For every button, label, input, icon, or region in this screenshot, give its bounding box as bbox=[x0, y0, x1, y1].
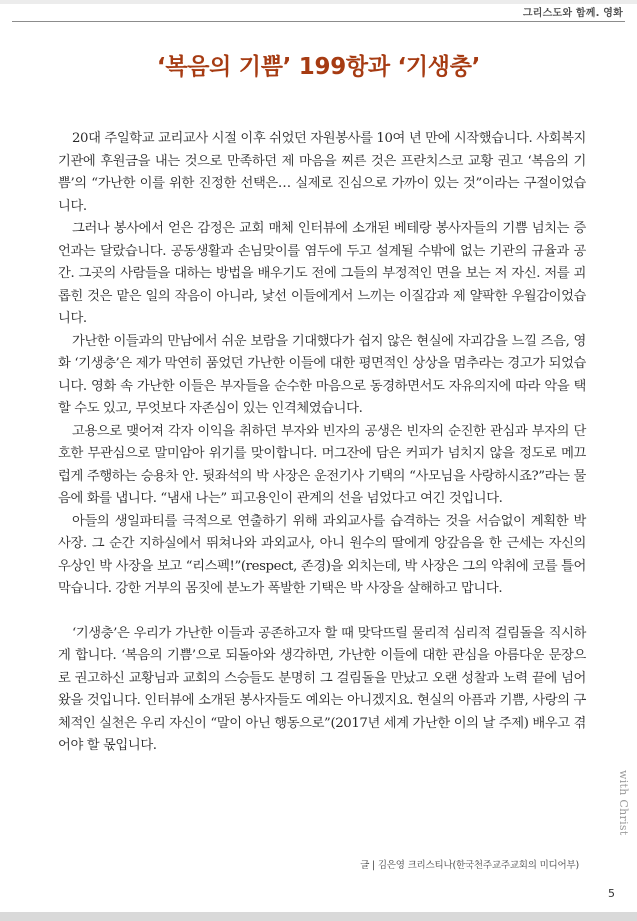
section-header-label: 그리스도와 함께. 영화 bbox=[522, 8, 623, 19]
author-byline: 글 | 김은영 크리스티나(한국천주교주교회의 미디어부) bbox=[360, 860, 579, 871]
paragraph: 가난한 이들과의 만남에서 쉬운 보람을 기대했다가 쉽지 않은 현실에 자괴감을 느낄 즈음, 영화 ‘기생충’은 제가 막연히 품었던 가난한 이들에 대한 평면적인 상상을 멈추라는 경고가 되었습니다. 영화 속 가난한 이들은 부자들을 순수한 마음으로 동경하면서도 자유의지에 따라 악을 택할 수도 있고, 무엇보다 자존심이 있는 인격체였습니다. bbox=[58, 333, 586, 416]
page-number: 5 bbox=[608, 887, 615, 900]
paragraph: 그러나 봉사에서 얻은 감정은 교회 매체 인터뷰에 소개된 베테랑 봉사자들의 기쁨 넘치는 증언과는 달랐습니다. 공동생활과 손님맞이를 염두에 두고 설계될 수밖에 없는 기관의 규율과 공간. 그곳의 사람들을 대하는 방법을 배우기도 전에 그들의 부정적인 면을 보는 저 자신. 저를 괴롭힌 것은 맡은 일의 작음이 아니라, 낯선 이들에게서 느끼는 이질감과 제 얄팍한 우월감이었습니다. bbox=[58, 221, 586, 326]
paragraph: 20대 주일학교 교리교사 시절 이후 쉬었던 자원봉사를 10여 년 만에 시작했습니다. 사회복지 기관에 후원금을 내는 것으로 만족하던 제 마음을 찌른 것은 프란치스코 교황 권고 ‘복음의 기쁨’의 “가난한 이를 위한 진정한 선택은… 실제로 진심으로 가까이 있는 것”이라는 구절이었습니다. bbox=[58, 131, 586, 214]
vertical-side-label: with Christ bbox=[617, 770, 630, 836]
paragraph: 고용으로 맺어져 각자 이익을 취하던 부자와 빈자의 공생은 빈자의 순진한 관심과 부자의 단호한 무관심으로 말미암아 위기를 맞이합니다. 머그잔에 담은 커피가 넘치지 않을 정도로 메끄럽게 주행하는 승용차 안. 뒷좌석의 박 사장은 운전기사 기택의 “사모님을 사랑하시죠?”라는 물음에 화를 냅니다. “냄새 나는” 피고용인이 관계의 선을 넘었다고 여긴 것입니다. bbox=[58, 423, 586, 506]
paragraph: ‘기생충’은 우리가 가난한 이들과 공존하고자 할 때 맞닥뜨릴 물리적 심리적 걸림돌을 직시하게 합니다. ‘복음의 기쁨’으로 되돌아와 생각하면, 가난한 이들에 대한 관심을 아름다운 문장으로 권고하신 교황님과 교회의 스승들도 분명히 그 걸림돌을 만났고 오랜 성찰과 노력 끝에 넘어왔을 것입니다. 인터뷰에 소개된 봉사자들도 예외는 아니겠지요. 현실의 아픔과 기쁨, 사랑의 구체적인 실천은 우리 자신이 “말이 아닌 행동으로”(2017년 세계 가난한 이의 날 주제) 배우고 겪어야 할 몫입니다. bbox=[58, 625, 586, 753]
paragraph: 아들의 생일파티를 극적으로 연출하기 위해 과외교사를 습격하는 것을 서슴없이 계획한 박 사장. 그 순간 지하실에서 뛰쳐나와 과외교사, 아니 원수의 딸에게 앙갚음을 한 근세는 자신의 우상인 박 사장을 보고 “리스펙!”(respect, 존경)을 외치는데, 박 사장은 그의 악취에 코를 틀어막습니다. 강한 거부의 몸짓에 분노가 폭발한 기택은 박 사장을 살해하고 맙니다. bbox=[58, 513, 586, 596]
bottom-bar bbox=[0, 912, 637, 921]
article-title: ‘복음의 기쁨’ 199항과 ‘기생충’ bbox=[156, 54, 481, 80]
header-divider bbox=[12, 21, 625, 22]
article-body bbox=[58, 128, 586, 758]
